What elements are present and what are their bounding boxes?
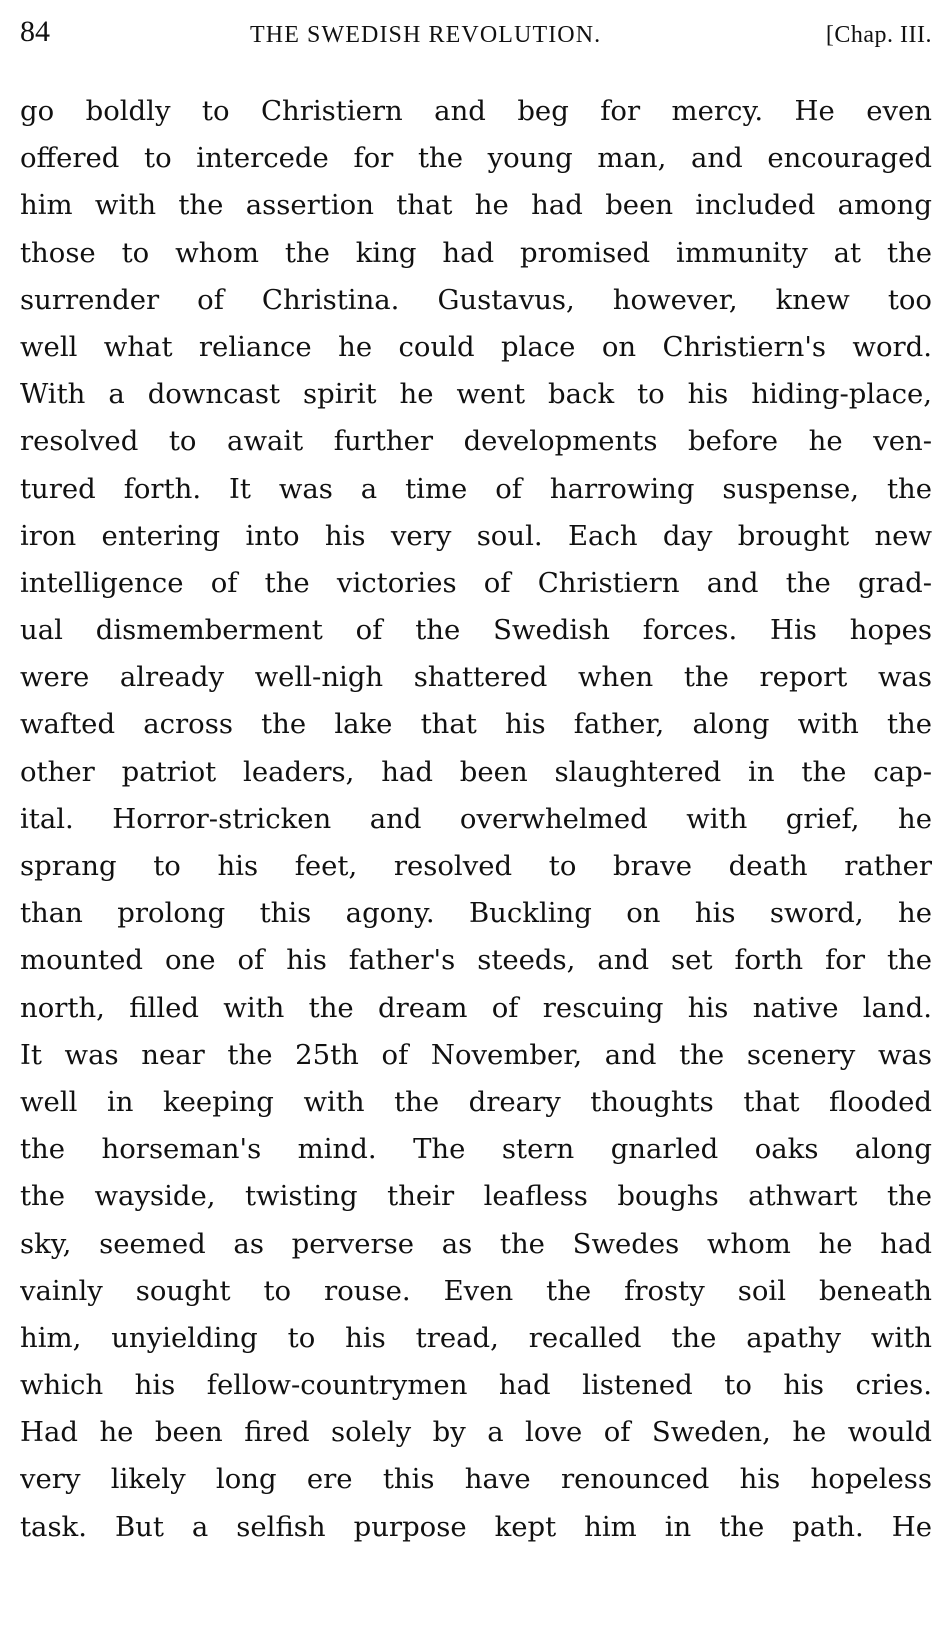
text-line: go boldly to Christiern and beg for mercy. He even (20, 95, 932, 127)
text-line: task. But a selfish purpose kept him in the path. He (20, 1510, 932, 1543)
text-line: well what reliance he could place on Christiern's word. (20, 330, 932, 363)
text-line: those to whom the king had promised immunity at the (20, 236, 932, 269)
text-line: him with the assertion that he had been included among (20, 189, 932, 222)
text-line: sky, seemed as perverse as the Swedes whom he had (20, 1227, 932, 1260)
chapter-label: [Chap. III. (825, 22, 932, 48)
text-line: ual dismemberment of the Swedish forces. His hopes (20, 614, 932, 647)
text-line: offered to intercede for the young man, and encouraged (20, 142, 932, 175)
text-line: well in keeping with the dreary thoughts that flooded (20, 1085, 932, 1118)
text-line: north, filled with the dream of rescuing his native land. (20, 991, 932, 1024)
page-number: 84 (20, 15, 50, 48)
text-line: than prolong this agony. Buckling on his sword, he (20, 897, 932, 930)
text-line: mounted one of his father's steeds, and set forth for the (20, 944, 932, 977)
text-line: wafted across the lake that his father, along with the (20, 708, 932, 741)
running-head (20, 12, 932, 52)
text-line: intelligence of the victories of Christiern and the grad- (20, 566, 932, 599)
text-line: resolved to await further developments before he ven- (20, 425, 932, 458)
text-line: iron entering into his very soul. Each day brought new (20, 519, 932, 552)
text-line: surrender of Christina. Gustavus, however, knew too (20, 283, 932, 316)
text-line: him, unyielding to his tread, recalled the apathy with (20, 1321, 932, 1354)
text-line: With a downcast spirit he went back to his hiding-place, (20, 378, 932, 411)
text-line: were already well-nigh shattered when the report was (20, 661, 932, 694)
text-line: tured forth. It was a time of harrowing suspense, the (20, 472, 932, 505)
running-title: THE SWEDISH REVOLUTION. (250, 22, 602, 48)
text-line: very likely long ere this have renounced his hopeless (20, 1463, 932, 1496)
text-line: sprang to his feet, resolved to brave death rather (20, 850, 932, 882)
body-text (20, 88, 932, 1551)
text-line: vainly sought to rouse. Even the frosty soil beneath (20, 1274, 932, 1307)
text-line: the horseman's mind. The stern gnarled oaks along (20, 1133, 932, 1166)
text-line: It was near the 25th of November, and the scenery was (20, 1038, 932, 1071)
text-line: ital. Horror-stricken and overwhelmed with grief, he (20, 802, 932, 835)
text-line: other patriot leaders, had been slaughtered in the cap- (20, 755, 932, 788)
text-line: which his fellow-countrymen had listened to his cries. (20, 1369, 932, 1402)
text-line: the wayside, twisting their leafless boughs athwart the (20, 1180, 932, 1213)
text-line: Had he been fired solely by a love of Sweden, he would (20, 1416, 932, 1449)
